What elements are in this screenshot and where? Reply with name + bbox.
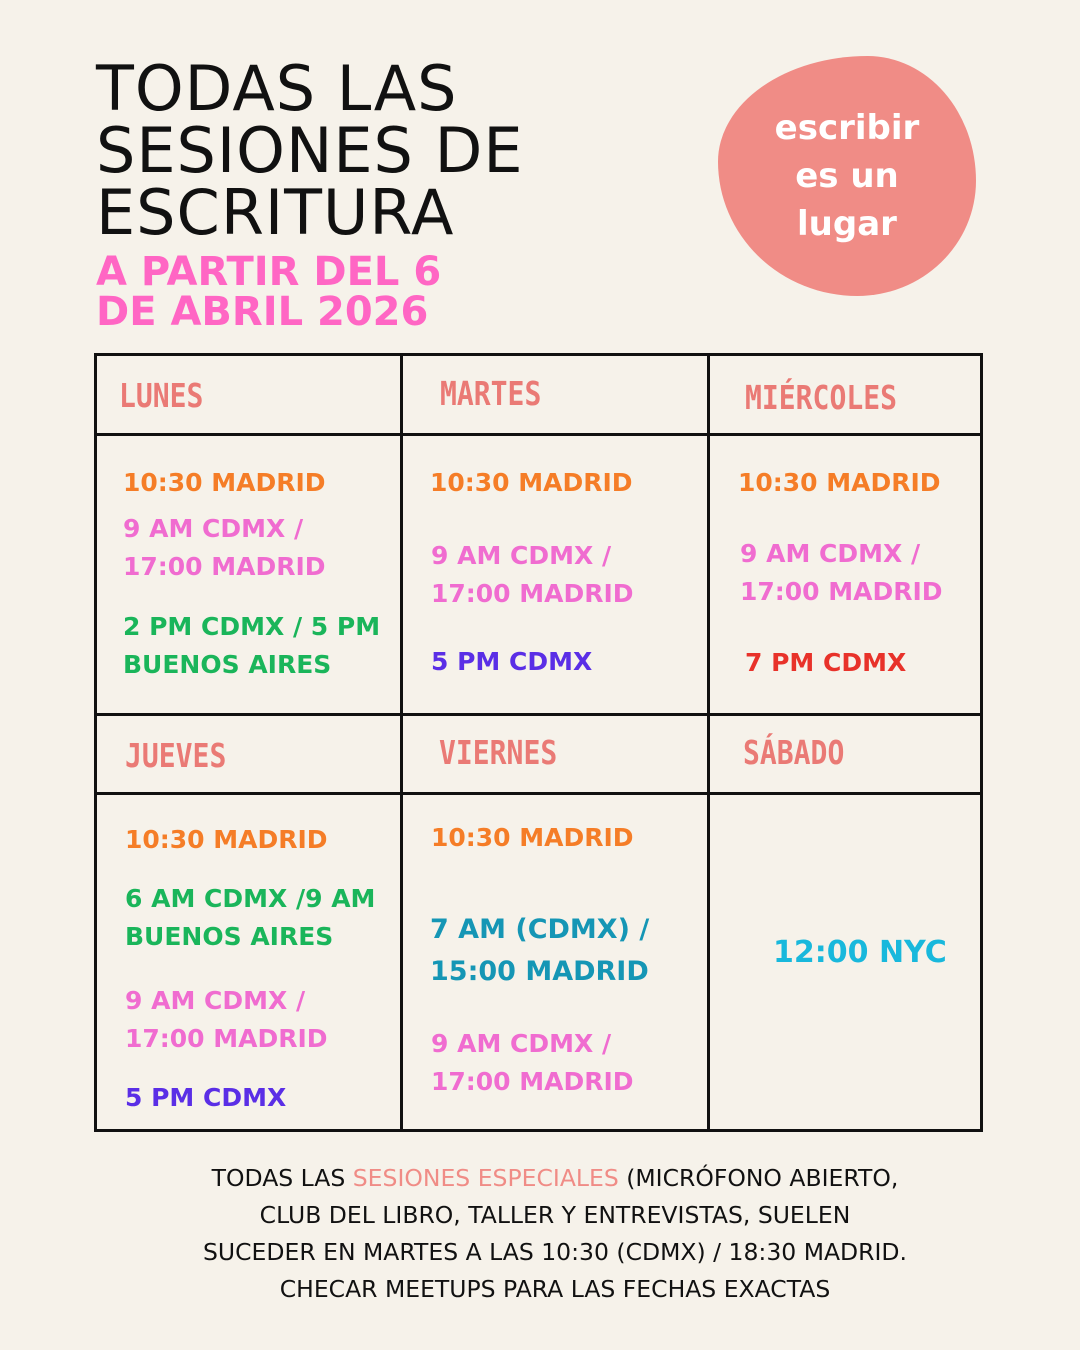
slot-viernes-2: 7 AM (CDMX) / 15:00 MADRID — [430, 914, 650, 987]
title-line: ESCRITURA — [96, 176, 455, 249]
slot-miercoles-1: 10:30 MADRID — [738, 468, 941, 497]
grid-divider — [97, 713, 980, 716]
slot-martes-1: 10:30 MADRID — [430, 468, 633, 497]
day-header-jueves: JUEVES — [125, 736, 227, 775]
slot-lunes-1: 10:30 MADRID — [123, 468, 326, 497]
slot-sabado-1: 12:00 NYC — [773, 935, 947, 970]
title-line: SESIONES DE — [96, 114, 524, 187]
tagline-badge — [718, 56, 976, 296]
badge-line: es un — [795, 156, 899, 196]
slot-jueves-3: 9 AM CDMX / 17:00 MADRID — [125, 986, 328, 1053]
slot-martes-3: 5 PM CDMX — [431, 647, 593, 676]
title-line: TODAS LAS — [96, 52, 458, 125]
schedule-grid — [94, 353, 983, 1132]
subtitle-line: DE ABRIL 2026 — [96, 289, 429, 335]
day-header-lunes: LUNES — [119, 376, 204, 415]
slot-jueves-4: 5 PM CDMX — [125, 1083, 287, 1112]
footer-line: SUCEDER EN MARTES A LAS 10:30 (CDMX) / 18:30 MADRID. — [203, 1238, 907, 1266]
slot-lunes-2: 9 AM CDMX / 17:00 MADRID — [123, 514, 326, 581]
day-header-miercoles: MIÉRCOLES — [745, 378, 897, 417]
day-header-martes: MARTES — [440, 374, 542, 413]
slot-jueves-1: 10:30 MADRID — [125, 825, 328, 854]
slot-lunes-3: 2 PM CDMX / 5 PM BUENOS AIRES — [123, 612, 381, 679]
footer-line: CLUB DEL LIBRO, TALLER Y ENTREVISTAS, SUELEN — [259, 1201, 851, 1229]
footer-line — [40, 1160, 1070, 1197]
badge-line: lugar — [797, 204, 897, 244]
grid-divider — [400, 356, 403, 1129]
footer-line: CHECAR MEETUPS PARA LAS FECHAS EXACTAS — [279, 1275, 831, 1303]
footer-text: (MICRÓFONO ABIERTO, — [618, 1164, 899, 1192]
badge-line: escribir — [774, 108, 920, 148]
subtitle-line: A PARTIR DEL 6 — [96, 249, 442, 295]
slot-viernes-1: 10:30 MADRID — [431, 823, 634, 852]
day-header-viernes: VIERNES — [439, 733, 558, 772]
slot-viernes-3: 9 AM CDMX / 17:00 MADRID — [431, 1029, 634, 1096]
slot-martes-2: 9 AM CDMX / 17:00 MADRID — [431, 541, 634, 608]
special-sessions-note — [40, 1160, 1070, 1308]
day-header-sabado: SÁBADO — [743, 733, 845, 772]
slot-jueves-2: 6 AM CDMX /9 AM BUENOS AIRES — [125, 884, 376, 951]
grid-divider — [707, 356, 710, 1129]
grid-divider — [97, 433, 980, 436]
start-date-subtitle — [96, 249, 442, 335]
special-sessions-highlight: SESIONES ESPECIALES — [352, 1164, 619, 1192]
grid-divider — [97, 792, 980, 795]
slot-miercoles-3: 7 PM CDMX — [745, 648, 907, 677]
slot-miercoles-2: 9 AM CDMX / 17:00 MADRID — [740, 539, 943, 606]
page-title — [96, 52, 524, 249]
footer-text: TODAS LAS — [211, 1164, 353, 1192]
